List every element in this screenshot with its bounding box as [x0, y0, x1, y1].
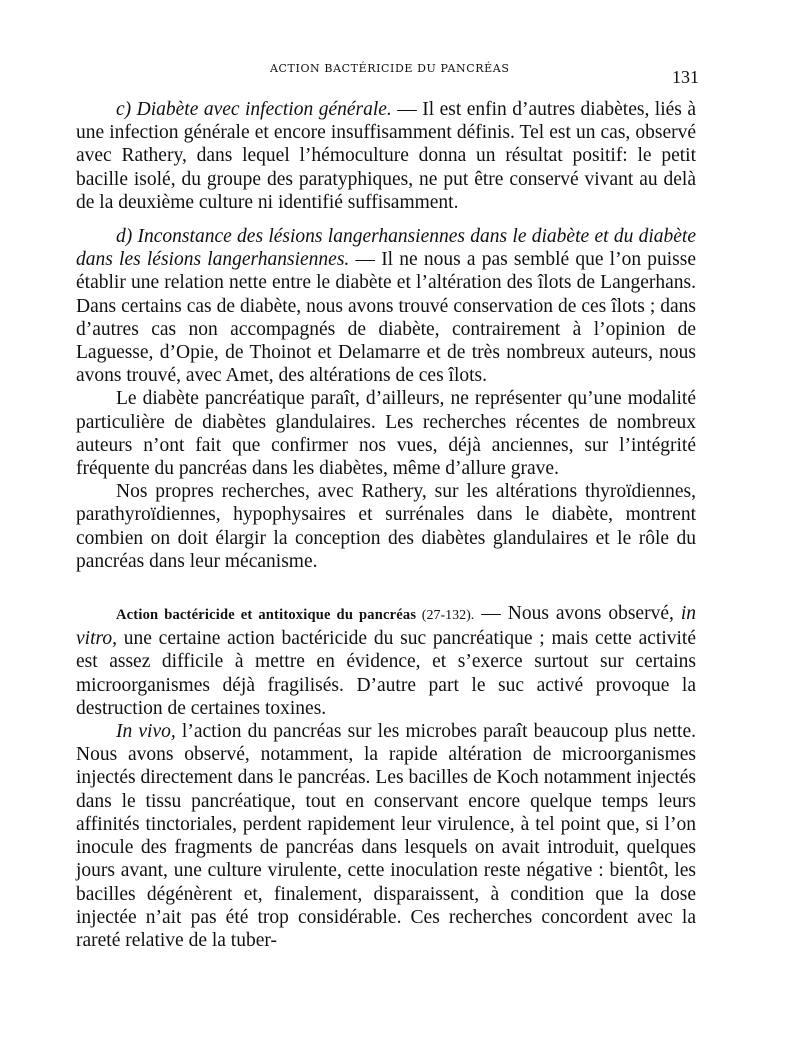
paragraph-d-text: Il ne nous a pas semblé que l’on puisse établir une relation nette entre le diabète et l’altération des îlots de Langerhans. Dans certains cas de diabète, nous avons trouvé conservation de ces îlots ; dans d’autres cas non accompagnés de diabète, contrairement à l’opinion de Laguesse, d’Opie, de Thoinot et Delamarre et de très nombreux auteurs, nous avons trouvé, avec Amet, des altérations de ces îlots.: [76, 249, 697, 387]
dash: —: [391, 99, 423, 120]
paragraph-d-3: Nos propres recherches, avec Rathery, sur les altérations thyroïdiennes, parathyroïdiennes, hypophysaires et surrénales dans le diabète, montrent combien on doit élargir la conception des diabètes glandulaires et le rôle du pancréas dans leur mécanisme.: [76, 481, 696, 572]
dash: —: [474, 603, 508, 625]
paragraph-c: [76, 98, 696, 214]
heading-d: d) Inconstance des lésions langerhansiennes dans le diabète et du diabète dans les lésions langerhansiennes.: [76, 226, 696, 271]
paragraph-action-text-a: Nous avons observé,: [507, 603, 681, 625]
paragraph-action-2: [76, 720, 696, 952]
section-reference: (27-132).: [416, 608, 475, 624]
running-title: ACTION BACTÉRICIDE DU PANCRÉAS: [270, 62, 510, 75]
in-vitro-italic: in vitro,: [76, 603, 696, 650]
paragraph-action: [76, 602, 696, 720]
heading-c: c) Diabète avec infection générale.: [116, 99, 392, 120]
page-number: 131: [672, 67, 699, 87]
paragraph-action-text-b: une certaine action bactéricide du suc pancréatique ; mais cette activité est assez difficile à mettre en évidence, et s’exerce surtout sur certains microorganismes déjà fragilisés. D’autre part le suc activé provoque la destruction de certaines toxines.: [76, 628, 696, 719]
paragraph-action-2-text: l’action du pancréas sur les microbes paraît beaucoup plus nette. Nous avons observé, notamment, la rapide altération de microorganismes injectés directement dans le pancréas. Les bacilles de Koch notamment injectés dans le tissu pancréatique, tout en conservant encore quelque temps leurs affinités tinctoriales, perdent rapidement leur virulence, à tel point que, si l’on inocule des fragments de pancréas dans lesquels on avait introduit, quelques jours avant, une culture virulente, cette inoculation reste négative : bientôt, les bacilles dégénèrent et, finalement, disparaissent, à condition que la dose injectée n’ait pas été trop considérable. Ces recherches concordent avec la rareté relative de la tuber-: [76, 721, 696, 951]
paragraph-d: [76, 225, 696, 387]
body-text: [76, 98, 696, 952]
dash: —: [349, 249, 382, 271]
paragraph-c-text: Il est enfin d’autres diabètes, liés à une infection générale et encore insuffisamment définis. Tel est un cas, observé avec Rathery, dans lequel l’hémoculture donna un résultat positif: le petit bacille isolé, du groupe des paratyphiques, ne put être conservé vivant au delà de la deuxième culture ni identifié suffisamment.: [76, 99, 696, 213]
section-title: Action bactéricide et antitoxique du pancréas: [116, 607, 417, 624]
paragraph-d-2: Le diabète pancréatique paraît, d’ailleurs, ne représenter qu’une modalité particulière de diabètes glandulaires. Les recherches récentes de nombreux auteurs n’ont fait que confirmer nos vues, déjà anciennes, sur l’intégrité fréquente du pancréas dans les diabètes, même d’allure grave.: [76, 388, 696, 480]
in-vivo-italic: In vivo,: [116, 721, 176, 743]
